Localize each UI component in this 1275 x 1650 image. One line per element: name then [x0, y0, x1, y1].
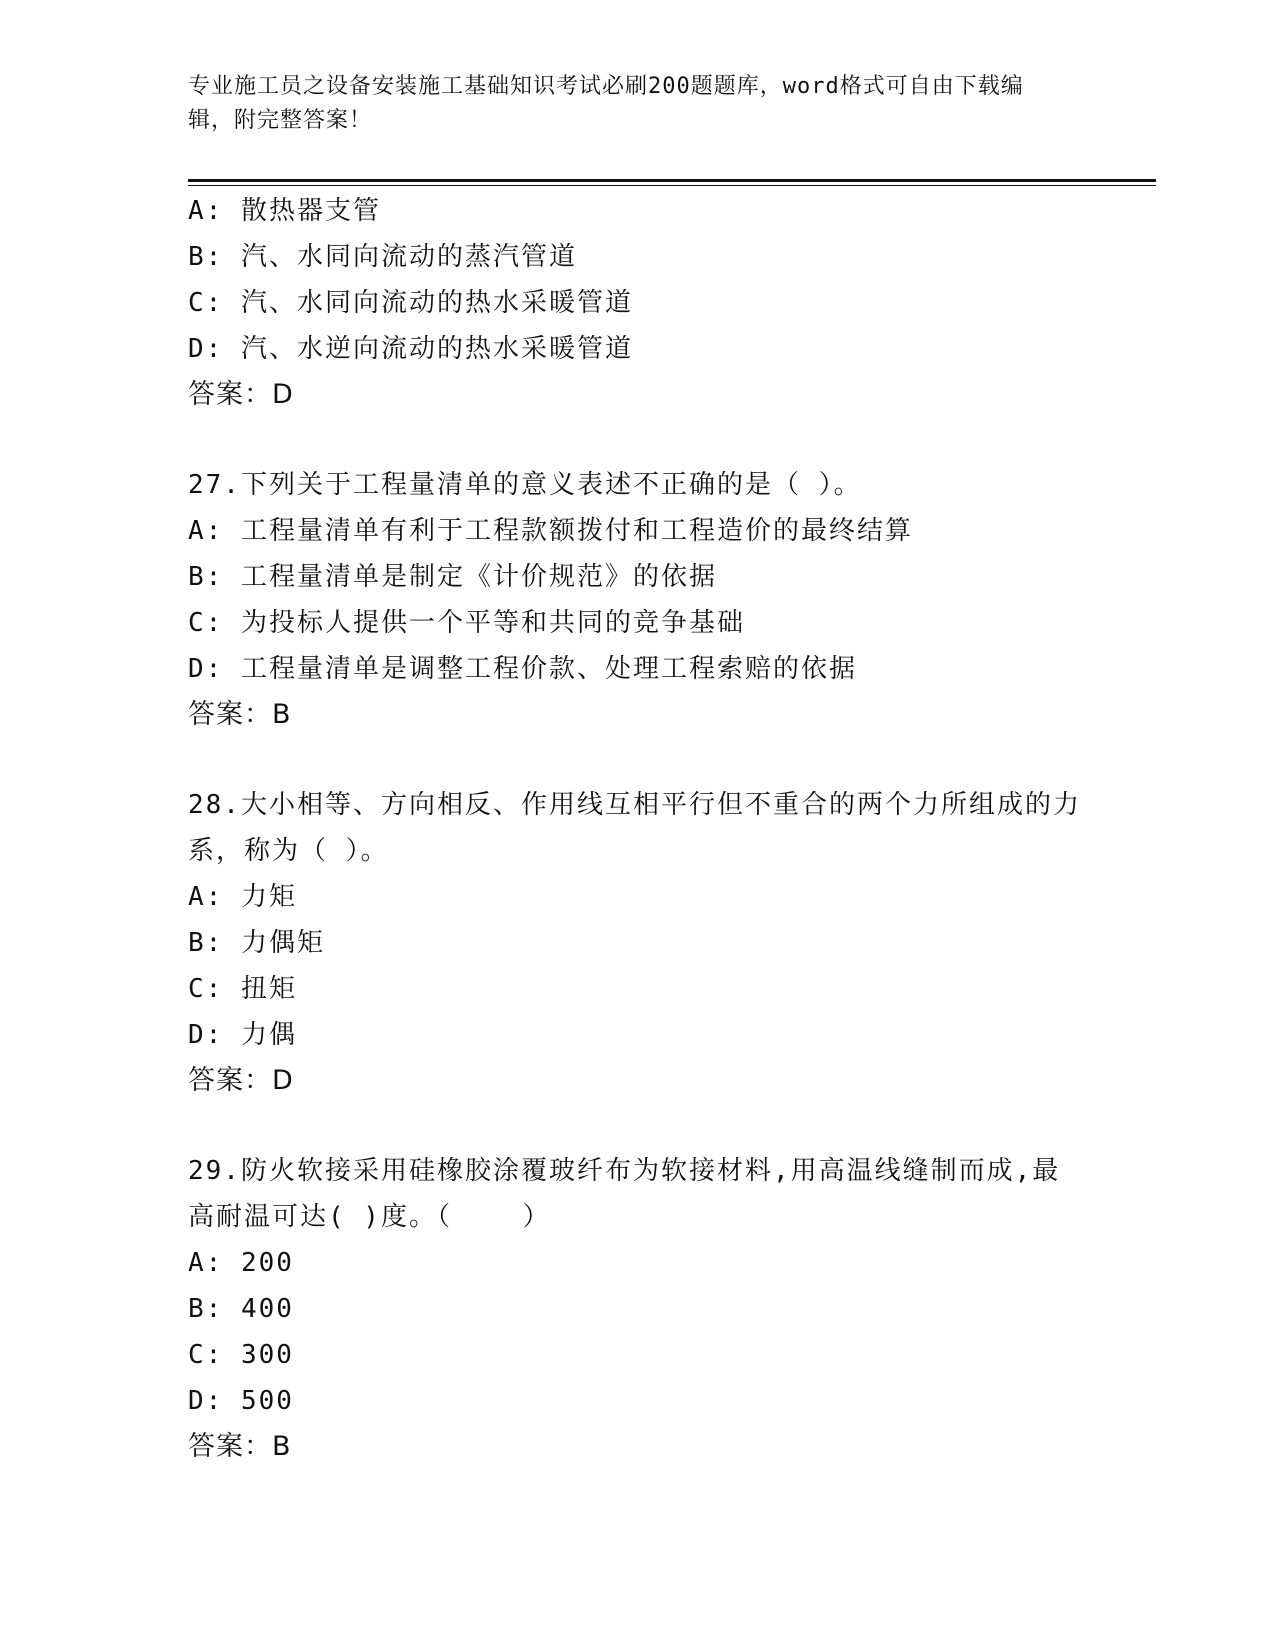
option-c: C: 为投标人提供一个平等和共同的竞争基础 — [188, 608, 745, 638]
document-header: 专业施工员之设备安装施工基础知识考试必刷200题题库，word格式可自由下载编辑，附完整答案！ — [188, 74, 1024, 133]
option-a: A: 工程量清单有利于工程款额拨付和工程造价的最终结算 — [188, 516, 913, 546]
option-d: D: 汽、水逆向流动的热水采暖管道 — [188, 334, 633, 364]
answer-line: 答案：D — [188, 1065, 294, 1096]
question-27 — [188, 462, 1088, 738]
option-c: C: 300 — [188, 1340, 294, 1370]
option-b: B: 400 — [188, 1294, 294, 1324]
question-stem: 27.下列关于工程量清单的意义表述不正确的是（ ）。 — [188, 470, 862, 500]
question-28 — [188, 782, 1088, 1104]
option-d: D: 力偶 — [188, 1020, 297, 1050]
answer-line: 答案：B — [188, 699, 292, 730]
option-d: D: 500 — [188, 1386, 294, 1416]
question-stem: 29.防火软接采用硅橡胶涂覆玻纤布为软接材料,用高温线缝制而成,最高耐温可达( )度。（ ） — [188, 1156, 1061, 1232]
answer-line: 答案：B — [188, 1431, 292, 1462]
option-c: C: 汽、水同向流动的热水采暖管道 — [188, 288, 633, 318]
document-body — [188, 188, 1088, 1470]
header-rule-thick — [188, 179, 1156, 182]
option-d: D: 工程量清单是调整工程价款、处理工程索赔的依据 — [188, 654, 857, 684]
option-b: B: 汽、水同向流动的蒸汽管道 — [188, 242, 577, 272]
option-c: C: 扭矩 — [188, 974, 297, 1004]
question-stem: 28.大小相等、方向相反、作用线互相平行但不重合的两个力所组成的力系，称为（ ）。 — [188, 790, 1081, 866]
option-a: A: 200 — [188, 1248, 294, 1278]
question-29 — [188, 1148, 1088, 1470]
header-rule-thin — [188, 185, 1156, 186]
question-continuation — [188, 188, 1088, 418]
option-b: B: 力偶矩 — [188, 928, 325, 958]
option-b: B: 工程量清单是制定《计价规范》的依据 — [188, 562, 717, 592]
option-a: A: 力矩 — [188, 882, 297, 912]
answer-line: 答案：D — [188, 379, 294, 410]
option-a: A: 散热器支管 — [188, 196, 381, 226]
